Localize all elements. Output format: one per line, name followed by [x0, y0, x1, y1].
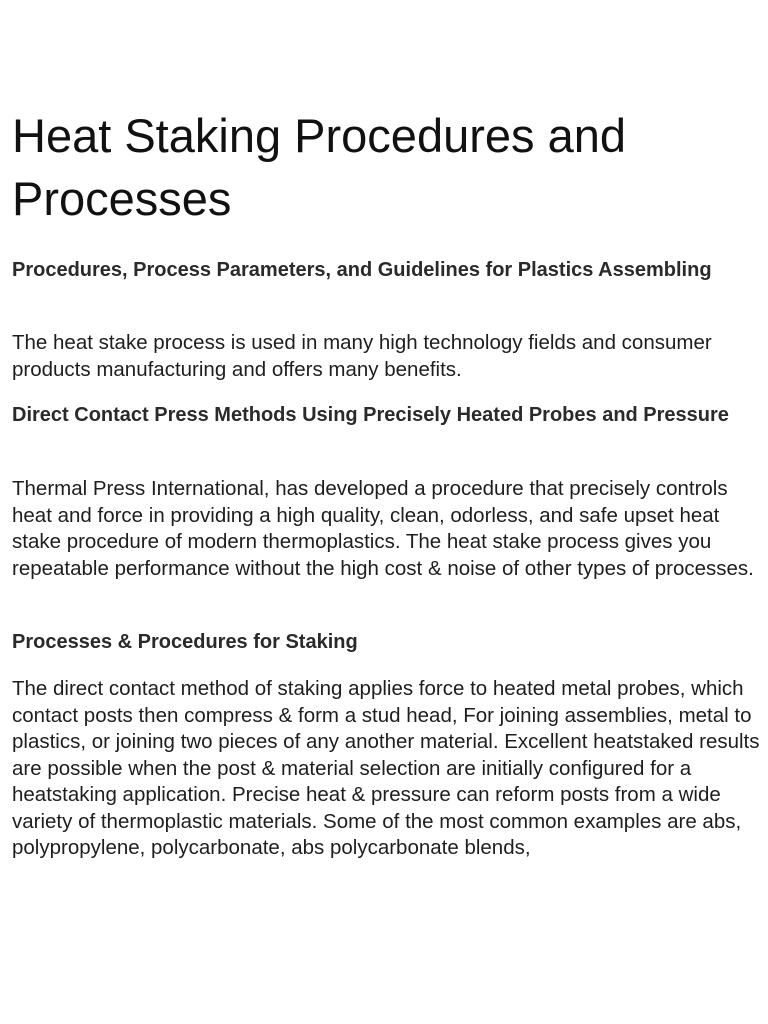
- section-paragraph-intro: The heat stake process is used in many high technology fields and consumer products manufacturing and offers many benefits.: [12, 331, 712, 381]
- section-heading-procedures: Procedures, Process Parameters, and Guidelines for Plastics Assembling: [12, 259, 712, 281]
- section-paragraph-thermal-press: Thermal Press International, has developed a procedure that precisely controls heat and force in providing a high quality, clean, odorless, and safe upset heat stake procedure of modern thermoplastics. The heat stake process gives you repeatable performance without the high cost & noise of other types of processes.: [12, 477, 754, 580]
- section-paragraph-direct-contact-method: The direct contact method of staking applies force to heated metal probes, which contact posts then compress & form a stud head, For joining assemblies, metal to plastics, or joining two pieces of any another material. Excellent heatstaked results are possible when the post & material selection are initially configured for a heatstaking application. Precise heat & pressure can reform posts from a wide variety of thermoplastic materials. Some of the most common examples are abs, polypropylene, polycarbonate, abs polycarbonate blends,: [12, 677, 760, 859]
- section-heading-direct-contact: Direct Contact Press Methods Using Precisely Heated Probes and Pressure: [12, 404, 729, 426]
- page-title: Heat Staking Procedures and Processes: [12, 109, 626, 225]
- section-heading-staking: Processes & Procedures for Staking: [12, 631, 358, 653]
